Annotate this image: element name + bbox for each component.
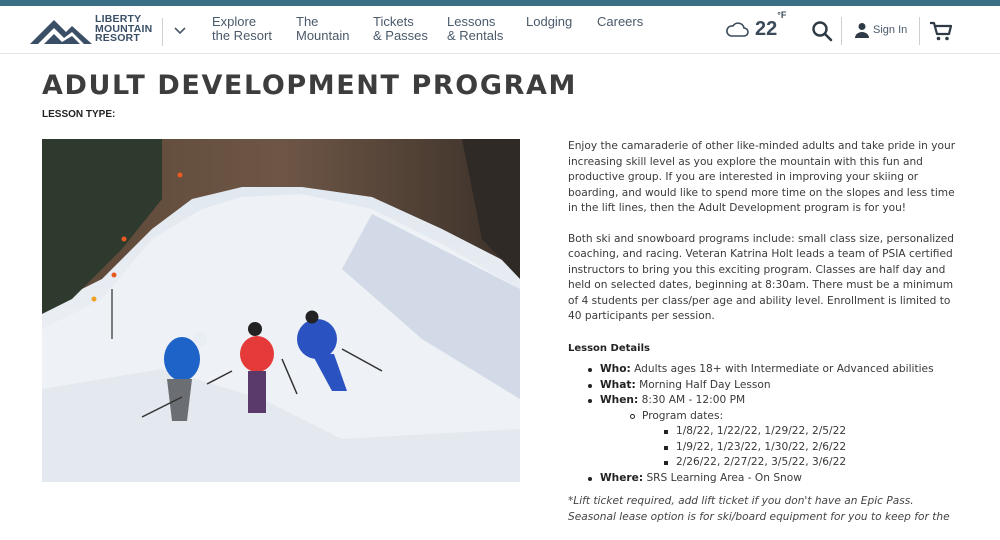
lesson-details-list: [588, 362, 963, 486]
mountain-logo-icon: [30, 16, 92, 44]
program-details-paragraph: Both ski and snowboard programs include: small class size, personalized coaching, and racing. Veteran Katrina Holt leads a team of PSIA certified instructors to bring you this exciting program. Classes are half day and held on selected dates, beginning at 8:30am. There must be a minimum of 4 students per class/per age and ability level. Enrollment is limited to 40 participants per session.: [568, 232, 955, 322]
user-icon: [854, 22, 870, 38]
sign-in-label: Sign In: [873, 24, 908, 36]
program-dates-label: Program dates: 1/8/22, 1/22/22, 1/29/22, 2/5/22 1/9/22, 1/23/22, 1/30/22, 2/6/22 2/26/22, 2/27/22, 3/5/22, 3/6/22: [630, 409, 963, 471]
nav-lodging[interactable]: Lodging: [526, 14, 573, 29]
program-description: [568, 139, 963, 525]
temperature-readout: $22^{^\circ F}$: [755, 10, 787, 40]
program-dates: [664, 424, 963, 471]
detail-who: Who: Adults ages 18+ with Intermediate or Advanced abilities: [588, 362, 963, 378]
skiers-on-slope-image: [42, 139, 520, 482]
detail-where: Where: SRS Learning Area - On Snow: [588, 471, 963, 487]
nav-careers[interactable]: Careers: [597, 14, 644, 29]
nav-tickets-passes[interactable]: Tickets & Passes: [373, 14, 428, 43]
page-title: ADULT DEVELOPMENT PROGRAM: [42, 70, 577, 101]
chevron-down-icon[interactable]: [172, 24, 188, 38]
header-divider: [841, 17, 842, 45]
logo-divider: [162, 18, 163, 46]
resort-logo[interactable]: [30, 14, 160, 48]
lesson-type-label: LESSON TYPE:: [42, 109, 116, 120]
date-set: 2/26/22, 2/27/22, 3/5/22, 3/6/22: [664, 455, 963, 471]
hero-photo-skiers: [42, 139, 520, 482]
site-header: [0, 6, 1000, 54]
lesson-details-heading: Lesson Details: [568, 342, 650, 354]
date-set: 1/8/22, 1/22/22, 1/29/22, 2/5/22: [664, 424, 963, 440]
header-divider: [919, 17, 920, 45]
lift-ticket-note: *Lift ticket required, add lift ticket if you don't have an Epic Pass. Seasonal lease option is for ski/board equipment for you to keep for the: [568, 495, 950, 523]
program-dates-list: [630, 409, 963, 471]
intro-paragraph: Enjoy the camaraderie of other like-minded adults and take pride in your increasing skill level as you explore the mountain with this fun and productive group. If you are interested in improving your skiing or boarding, and would like to spend more time on the slopes and less time in the lift lines, then the Adult Development program is for you!: [568, 140, 956, 214]
search-icon[interactable]: [811, 20, 833, 42]
detail-what: What: Morning Half Day Lesson: [588, 378, 963, 394]
nav-the-mountain[interactable]: The Mountain: [296, 14, 350, 43]
logo-wordmark: LIBERTY MOUNTAIN RESORT: [95, 13, 153, 44]
date-set: 1/9/22, 1/23/22, 1/30/22, 2/6/22: [664, 440, 963, 456]
nav-lessons-rentals[interactable]: Lessons & Rentals: [447, 14, 504, 43]
nav-explore-the-resort[interactable]: Explore the Resort: [212, 14, 272, 43]
cart-icon[interactable]: [929, 20, 953, 42]
detail-when: When: 8:30 AM - 12:00 PM Program dates: 1/8/22, 1/22/22, 1/29/22, 2/5/22 1/9/22, 1/23/22, 1/30/22, 2/6/22 2/26/22, 2/27/22, 3/5/22, 3/6/22: [588, 393, 963, 471]
cloud-icon: [725, 20, 749, 38]
